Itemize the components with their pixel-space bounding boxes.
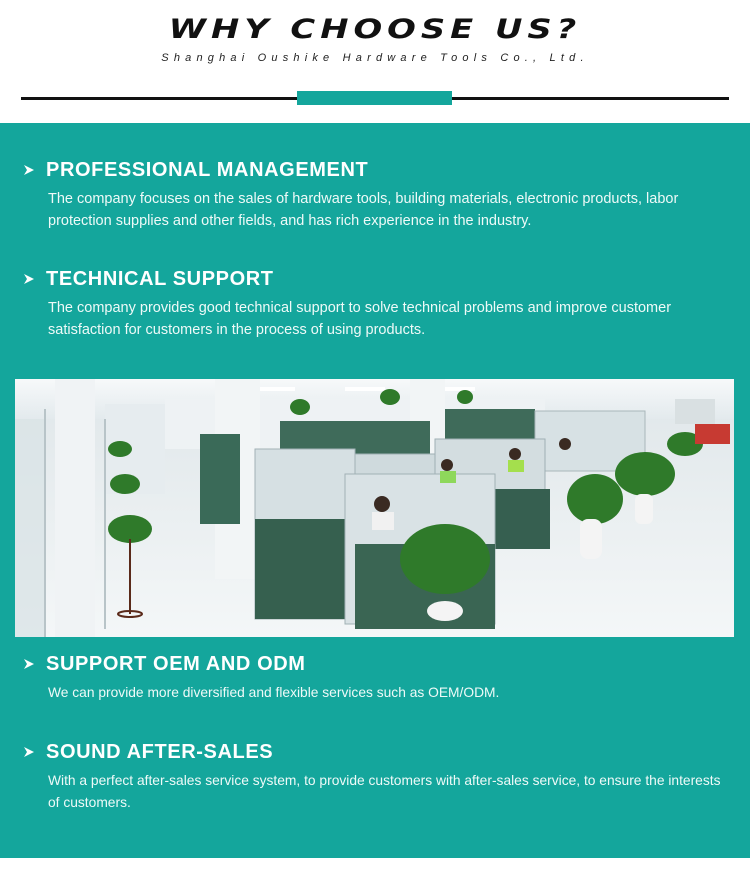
section-oem-odm	[22, 652, 732, 704]
company-name: Shanghai Oushike Hardware Tools Co., Ltd.	[161, 52, 589, 64]
section-title: TECHNICAL SUPPORT	[46, 267, 274, 290]
divider-accent-bar	[297, 91, 452, 105]
section-heading	[22, 158, 732, 182]
section-title: SOUND AFTER-SALES	[46, 740, 274, 763]
office-photo-illustration	[15, 379, 734, 637]
section-text: With a perfect after-sales service system, to provide customers with after-sales service, to ensure the interests of customers.	[48, 773, 721, 810]
section-heading	[22, 267, 732, 291]
arrowhead-icon	[22, 163, 36, 177]
bottom-spacer	[0, 858, 750, 869]
section-heading	[22, 740, 732, 764]
arrowhead-icon	[22, 272, 36, 286]
section-technical-support	[22, 267, 732, 341]
section-text: We can provide more diversified and flexible services such as OEM/ODM.	[48, 685, 500, 700]
office-workspace-photo	[15, 379, 734, 637]
header	[0, 0, 750, 123]
section-text: The company provides good technical support to solve technical problems and improve customer satisfaction for customers in the process of using products.	[48, 300, 672, 338]
section-after-sales	[22, 740, 732, 814]
arrowhead-icon	[22, 745, 36, 759]
section-heading	[22, 652, 732, 676]
page-title: WHY CHOOSE US?	[168, 14, 582, 45]
section-title: SUPPORT OEM AND ODM	[46, 652, 306, 675]
section-title: PROFESSIONAL MANAGEMENT	[46, 158, 369, 181]
section-professional-management	[22, 158, 732, 232]
arrowhead-icon	[22, 657, 36, 671]
section-text: The company focuses on the sales of hardware tools, building materials, electronic products, labor protection supplies and other fields, and has rich experience in the industry.	[48, 191, 679, 229]
